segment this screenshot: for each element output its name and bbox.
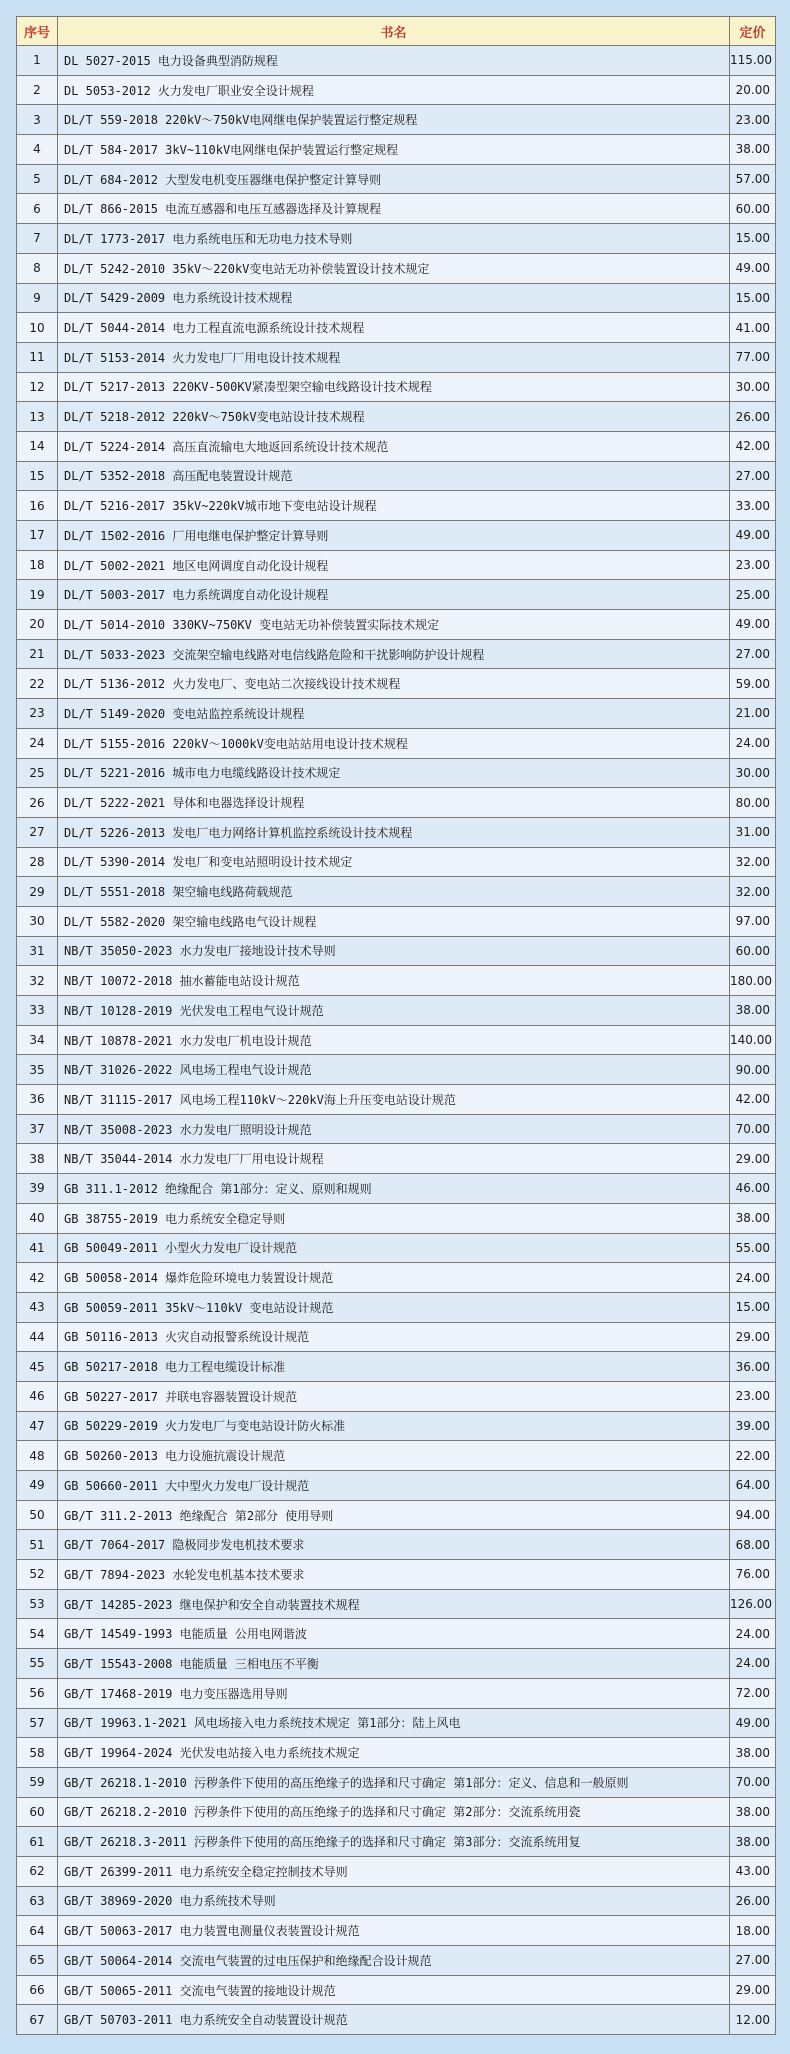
row-number: 49 [17,1471,58,1501]
table-row [17,313,776,343]
table-row [17,580,776,610]
book-price: 70.00 [730,1114,776,1144]
row-number: 51 [17,1530,58,1560]
book-price: 24.00 [730,1263,776,1293]
book-price: 29.00 [730,1322,776,1352]
book-title: DL/T 1502-2016 厂用电继电保护整定计算导则 [58,521,730,551]
book-price: 97.00 [730,906,776,936]
book-title: GB/T 19964-2024 光伏发电站接入电力系统技术规定 [58,1738,730,1768]
table-row [17,1085,776,1115]
book-price: 38.00 [730,1203,776,1233]
table-row [17,46,776,76]
table-row [17,1263,776,1293]
book-title: GB/T 50064-2014 交流电气装置的过电压保护和绝缘配合设计规范 [58,1946,730,1976]
book-title: NB/T 10878-2021 水力发电厂机电设计规范 [58,1025,730,1055]
table-row [17,1619,776,1649]
row-number: 17 [17,521,58,551]
book-price: 38.00 [730,1797,776,1827]
book-title: GB/T 26218.2-2010 污秽条件下使用的高压绝缘子的选择和尺寸确定 第2部分：交流系统用瓷 [58,1797,730,1827]
row-number: 18 [17,550,58,580]
book-title: DL/T 5390-2014 发电厂和变电站照明设计技术规定 [58,847,730,877]
table-row [17,1916,776,1946]
book-title: DL/T 5352-2018 高压配电装置设计规范 [58,461,730,491]
book-title: GB/T 50063-2017 电力装置电测量仪表装置设计规范 [58,1916,730,1946]
book-title: GB/T 50703-2011 电力系统安全自动装置设计规范 [58,2005,730,2035]
book-title: GB/T 14285-2023 继电保护和安全自动装置技术规程 [58,1589,730,1619]
row-number: 15 [17,461,58,491]
book-price: 60.00 [730,194,776,224]
row-number: 53 [17,1589,58,1619]
row-number: 3 [17,105,58,135]
table-row [17,1471,776,1501]
row-number: 31 [17,936,58,966]
table-row [17,817,776,847]
book-price: 90.00 [730,1055,776,1085]
table-row [17,1233,776,1263]
book-price: 68.00 [730,1530,776,1560]
row-number: 66 [17,1975,58,2005]
row-number: 60 [17,1797,58,1827]
book-title: DL/T 5242-2010 35kV～220kV变电站无功补偿装置设计技术规定 [58,253,730,283]
table-row [17,1381,776,1411]
book-price: 24.00 [730,728,776,758]
row-number: 10 [17,313,58,343]
book-price: 76.00 [730,1560,776,1590]
book-title: GB 38755-2019 电力系统安全稳定导则 [58,1203,730,1233]
row-number: 56 [17,1678,58,1708]
book-title: DL/T 1773-2017 电力系统电压和无功电力技术导则 [58,224,730,254]
table-row [17,164,776,194]
table-row [17,669,776,699]
table-row [17,1500,776,1530]
book-price: 42.00 [730,431,776,461]
row-number: 46 [17,1381,58,1411]
book-price: 41.00 [730,313,776,343]
row-number: 8 [17,253,58,283]
book-price: 59.00 [730,669,776,699]
book-price: 23.00 [730,1381,776,1411]
table-row [17,461,776,491]
row-number: 2 [17,75,58,105]
book-price: 36.00 [730,1352,776,1382]
row-number: 4 [17,135,58,165]
book-price: 24.00 [730,1619,776,1649]
table-row [17,996,776,1026]
table-row [17,1174,776,1204]
row-number: 34 [17,1025,58,1055]
book-title: GB 50227-2017 并联电容器装置设计规范 [58,1381,730,1411]
table-body [17,46,776,2035]
book-title: GB 50260-2013 电力设施抗震设计规范 [58,1441,730,1471]
book-title: GB/T 15543-2008 电能质量 三相电压不平衡 [58,1649,730,1679]
table-row [17,847,776,877]
book-price: 32.00 [730,847,776,877]
book-title: GB/T 26399-2011 电力系统安全稳定控制技术导则 [58,1856,730,1886]
book-title: DL/T 5153-2014 火力发电厂厂用电设计技术规程 [58,342,730,372]
book-title: DL 5053-2012 火力发电厂职业安全设计规程 [58,75,730,105]
book-title: GB/T 50065-2011 交流电气装置的接地设计规范 [58,1975,730,2005]
book-title: DL/T 5216-2017 35kV~220kV城市地下变电站设计规程 [58,491,730,521]
book-title: GB/T 7064-2017 隐极同步发电机技术要求 [58,1530,730,1560]
book-title: DL/T 5218-2012 220kV～750kV变电站设计技术规程 [58,402,730,432]
book-price: 115.00 [730,46,776,76]
book-price: 30.00 [730,758,776,788]
book-price: 38.00 [730,1738,776,1768]
row-number: 1 [17,46,58,76]
row-number: 13 [17,402,58,432]
table-row [17,1292,776,1322]
row-number: 25 [17,758,58,788]
book-title: GB/T 26218.3-2011 污秽条件下使用的高压绝缘子的选择和尺寸确定 第3部分：交流系统用复 [58,1827,730,1857]
book-title: DL/T 5014-2010 330KV~750KV 变电站无功补偿装置实际技术规定 [58,610,730,640]
table-row [17,936,776,966]
table-row [17,550,776,580]
book-price: 27.00 [730,461,776,491]
row-number: 47 [17,1411,58,1441]
table-row [17,1589,776,1619]
book-title: GB 50229-2019 火力发电厂与变电站设计防火标准 [58,1411,730,1441]
table-row [17,75,776,105]
table-row [17,1708,776,1738]
book-title: DL/T 5149-2020 变电站监控系统设计规程 [58,699,730,729]
table-row [17,1114,776,1144]
book-price: 26.00 [730,402,776,432]
book-title: GB/T 7894-2023 水轮发电机基本技术要求 [58,1560,730,1590]
table-row [17,699,776,729]
row-number: 42 [17,1263,58,1293]
table-row [17,1827,776,1857]
book-price: 80.00 [730,788,776,818]
table-row [17,194,776,224]
row-number: 24 [17,728,58,758]
book-price: 57.00 [730,164,776,194]
table-row [17,224,776,254]
book-title: GB 50116-2013 火灾自动报警系统设计规范 [58,1322,730,1352]
row-number: 6 [17,194,58,224]
book-price: 180.00 [730,966,776,996]
table-row [17,1975,776,2005]
book-title: DL/T 5222-2021 导体和电器选择设计规程 [58,788,730,818]
row-number: 57 [17,1708,58,1738]
book-title: GB 50660-2011 大中型火力发电厂设计规范 [58,1471,730,1501]
book-price: 38.00 [730,135,776,165]
book-price: 23.00 [730,550,776,580]
book-title: DL/T 5136-2012 火力发电厂、变电站二次接线设计技术规程 [58,669,730,699]
table-row [17,758,776,788]
table-row [17,1441,776,1471]
book-price: 23.00 [730,105,776,135]
book-price: 64.00 [730,1471,776,1501]
book-title: DL/T 5044-2014 电力工程直流电源系统设计技术规程 [58,313,730,343]
row-number: 22 [17,669,58,699]
table-row [17,1946,776,1976]
table-row [17,1678,776,1708]
table-row [17,1767,776,1797]
book-title: GB 50049-2011 小型火力发电厂设计规范 [58,1233,730,1263]
book-title: DL/T 684-2012 大型发电机变压器继电保护整定计算导则 [58,164,730,194]
row-number: 16 [17,491,58,521]
book-title: NB/T 35044-2014 水力发电厂厂用电设计规程 [58,1144,730,1174]
table-row [17,402,776,432]
row-number: 36 [17,1085,58,1115]
book-price: 31.00 [730,817,776,847]
row-number: 61 [17,1827,58,1857]
book-price: 21.00 [730,699,776,729]
table-row [17,2005,776,2035]
book-price: 46.00 [730,1174,776,1204]
table-row [17,610,776,640]
book-price: 140.00 [730,1025,776,1055]
book-title: DL/T 584-2017 3kV~110kV电网继电保护装置运行整定规程 [58,135,730,165]
book-title: DL/T 5002-2021 地区电网调度自动化设计规程 [58,550,730,580]
table-row [17,105,776,135]
book-price: 30.00 [730,372,776,402]
header-title: 书名 [58,17,730,46]
row-number: 59 [17,1767,58,1797]
row-number: 27 [17,817,58,847]
book-price: 60.00 [730,936,776,966]
row-number: 50 [17,1500,58,1530]
table-row [17,966,776,996]
row-number: 39 [17,1174,58,1204]
book-title: DL/T 5429-2009 电力系统设计技术规程 [58,283,730,313]
row-number: 52 [17,1560,58,1590]
table-row [17,521,776,551]
book-price: 22.00 [730,1441,776,1471]
row-number: 11 [17,342,58,372]
row-number: 40 [17,1203,58,1233]
row-number: 20 [17,610,58,640]
book-price: 72.00 [730,1678,776,1708]
book-title: GB 50059-2011 35kV～110kV 变电站设计规范 [58,1292,730,1322]
book-title: DL/T 5582-2020 架空输电线路电气设计规程 [58,906,730,936]
book-title: GB/T 311.2-2013 绝缘配合 第2部分 使用导则 [58,1500,730,1530]
book-title: NB/T 31026-2022 风电场工程电气设计规范 [58,1055,730,1085]
row-number: 45 [17,1352,58,1382]
table-row [17,1322,776,1352]
table-row [17,1856,776,1886]
row-number: 12 [17,372,58,402]
book-title: GB/T 26218.1-2010 污秽条件下使用的高压绝缘子的选择和尺寸确定 第1部分：定义、信息和一般原则 [58,1767,730,1797]
table-row [17,1144,776,1174]
book-price: 27.00 [730,639,776,669]
book-price: 27.00 [730,1946,776,1976]
row-number: 29 [17,877,58,907]
table-row [17,283,776,313]
row-number: 54 [17,1619,58,1649]
book-price: 12.00 [730,2005,776,2035]
row-number: 23 [17,699,58,729]
row-number: 19 [17,580,58,610]
book-title: GB/T 38969-2020 电力系统技术导则 [58,1886,730,1916]
header-number: 序号 [17,17,58,46]
book-title: GB/T 14549-1993 电能质量 公用电网谐波 [58,1619,730,1649]
book-price: 39.00 [730,1411,776,1441]
row-number: 7 [17,224,58,254]
table-row [17,342,776,372]
row-number: 44 [17,1322,58,1352]
table-row [17,1411,776,1441]
book-price: 38.00 [730,1827,776,1857]
row-number: 67 [17,2005,58,2035]
row-number: 55 [17,1649,58,1679]
row-number: 5 [17,164,58,194]
book-price: 25.00 [730,580,776,610]
book-price: 20.00 [730,75,776,105]
book-title: DL 5027-2015 电力设备典型消防规程 [58,46,730,76]
book-price: 26.00 [730,1886,776,1916]
row-number: 21 [17,639,58,669]
book-title: DL/T 5226-2013 发电厂电力网络计算机监控系统设计技术规程 [58,817,730,847]
book-price: 49.00 [730,253,776,283]
book-title: NB/T 35008-2023 水力发电厂照明设计规范 [58,1114,730,1144]
book-price: 55.00 [730,1233,776,1263]
table-row [17,1530,776,1560]
table-row [17,135,776,165]
row-number: 37 [17,1114,58,1144]
row-number: 65 [17,1946,58,1976]
row-number: 28 [17,847,58,877]
row-number: 48 [17,1441,58,1471]
book-price: 49.00 [730,610,776,640]
book-title: GB 50058-2014 爆炸危险环境电力装置设计规范 [58,1263,730,1293]
book-price-list [16,16,775,2042]
book-price: 70.00 [730,1767,776,1797]
table-row [17,1649,776,1679]
table-row [17,253,776,283]
book-price: 38.00 [730,996,776,1026]
row-number: 14 [17,431,58,461]
book-title: GB/T 19963.1-2021 风电场接入电力系统技术规定 第1部分：陆上风电 [58,1708,730,1738]
book-title: DL/T 866-2015 电流互感器和电压互感器选择及计算规程 [58,194,730,224]
book-title: DL/T 5224-2014 高压直流输电大地返回系统设计技术规范 [58,431,730,461]
book-price: 32.00 [730,877,776,907]
book-title: DL/T 5155-2016 220kV～1000kV变电站站用电设计技术规程 [58,728,730,758]
row-number: 33 [17,996,58,1026]
table-row [17,1352,776,1382]
book-price: 49.00 [730,521,776,551]
book-price: 49.00 [730,1708,776,1738]
row-number: 58 [17,1738,58,1768]
row-number: 9 [17,283,58,313]
row-number: 41 [17,1233,58,1263]
book-title: DL/T 5551-2018 架空输电线路荷载规范 [58,877,730,907]
book-price: 77.00 [730,342,776,372]
book-price: 29.00 [730,1975,776,2005]
row-number: 43 [17,1292,58,1322]
row-number: 63 [17,1886,58,1916]
book-price: 33.00 [730,491,776,521]
book-price: 24.00 [730,1649,776,1679]
table-row [17,1738,776,1768]
row-number: 35 [17,1055,58,1085]
book-title: GB 311.1-2012 绝缘配合 第1部分：定义、原则和规则 [58,1174,730,1204]
book-price: 126.00 [730,1589,776,1619]
header-price: 定价 [730,17,776,46]
table-row [17,877,776,907]
table-row [17,491,776,521]
table-row [17,372,776,402]
book-title: DL/T 5003-2017 电力系统调度自动化设计规程 [58,580,730,610]
table-row [17,788,776,818]
table-row [17,906,776,936]
book-price: 15.00 [730,1292,776,1322]
table-row [17,1203,776,1233]
book-title: DL/T 559-2018 220kV～750kV电网继电保护装置运行整定规程 [58,105,730,135]
book-price: 94.00 [730,1500,776,1530]
table-row [17,1560,776,1590]
table-header-row [17,17,776,46]
book-title: DL/T 5217-2013 220KV-500KV紧凑型架空输电线路设计技术规程 [58,372,730,402]
book-title: GB 50217-2018 电力工程电缆设计标准 [58,1352,730,1382]
book-title: NB/T 10128-2019 光伏发电工程电气设计规范 [58,996,730,1026]
table-row [17,728,776,758]
table-row [17,431,776,461]
table-row [17,1797,776,1827]
book-title: GB/T 17468-2019 电力变压器选用导则 [58,1678,730,1708]
book-title: NB/T 35050-2023 水力发电厂接地设计技术导则 [58,936,730,966]
row-number: 32 [17,966,58,996]
book-title: NB/T 31115-2017 风电场工程110kV～220kV海上升压变电站设计规范 [58,1085,730,1115]
book-table [16,16,776,2035]
book-price: 15.00 [730,283,776,313]
book-price: 43.00 [730,1856,776,1886]
table-row [17,1886,776,1916]
book-title: DL/T 5221-2016 城市电力电缆线路设计技术规定 [58,758,730,788]
book-title: DL/T 5033-2023 交流架空输电线路对电信线路危险和干扰影响防护设计规程 [58,639,730,669]
row-number: 26 [17,788,58,818]
row-number: 62 [17,1856,58,1886]
table-row [17,1055,776,1085]
book-price: 42.00 [730,1085,776,1115]
row-number: 64 [17,1916,58,1946]
book-price: 18.00 [730,1916,776,1946]
table-row [17,1025,776,1055]
book-price: 29.00 [730,1144,776,1174]
row-number: 38 [17,1144,58,1174]
book-title: NB/T 10072-2018 抽水蓄能电站设计规范 [58,966,730,996]
table-row [17,639,776,669]
book-price: 15.00 [730,224,776,254]
row-number: 30 [17,906,58,936]
